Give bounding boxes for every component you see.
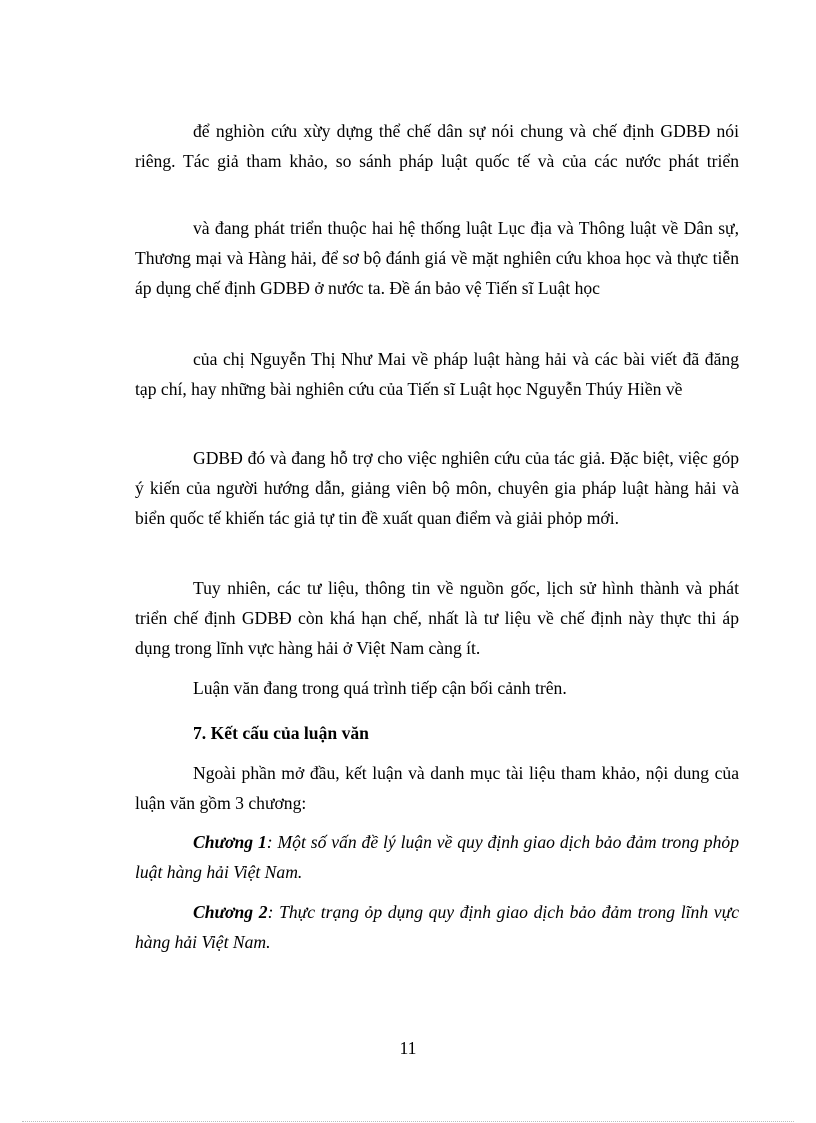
chapter-1-text: : Một số vấn đề lý luận về quy định giao dịch bảo đảm trong phỏp luật hàng hải Việt Nam. [135, 832, 739, 882]
chapter-1-item [135, 827, 739, 887]
paragraph-legal-systems: và đang phát triển thuộc hai hệ thống luật Lục địa và Thông luật về Dân sự, Thương mại và Hàng hải, để sơ bộ đánh giá về mặt nghiên cứu khoa học và thực tiễn áp dụng chế định GDBĐ ở nước ta. Đề án bảo vệ Tiến sĩ Luật học [135, 218, 739, 298]
chapter-2-label: Chương 2 [193, 902, 268, 922]
chapter-2-item [135, 897, 739, 957]
paragraph-research-intro: để nghiòn cứu xừy dựng thể chế dân sự nói chung và chế định GDBĐ nói riêng. Tác giả tham khảo, so sánh pháp luật quốc tế và của các nước phát triển [135, 121, 739, 171]
paragraph-related-works: của chị Nguyễn Thị Như Mai về pháp luật hàng hải và các bài viết đã đăng tạp chí, hay những bài nghiên cứu của Tiến sĩ Luật học Nguyễn Thúy Hiền về [135, 349, 739, 399]
paragraph-structure: Ngoài phần mở đầu, kết luận và danh mục tài liệu tham khảo, nội dung của luận văn gồm 3 chương: [135, 763, 739, 813]
paragraph-support: GDBĐ đó và đang hỗ trợ cho việc nghiên cứu của tác giả. Đặc biệt, việc góp ý kiến của người hướng dẫn, giảng viên bộ môn, chuyên gia pháp luật hàng hải và biển quốc tế khiến tác giả tự tin đề xuất quan điểm và giải phỏp mới. [135, 448, 739, 528]
paragraph-context: Luận văn đang trong quá trình tiếp cận bối cảnh trên. [193, 678, 567, 698]
section-heading: 7. Kết cấu của luận văn [193, 723, 369, 743]
page-bottom-divider [22, 1121, 794, 1122]
page-number: 11 [399, 1038, 417, 1058]
paragraph-limitations: Tuy nhiên, các tư liệu, thông tin về nguồn gốc, lịch sử hình thành và phát triển chế định GDBĐ còn khá hạn chế, nhất là tư liệu về chế định này thực thi áp dụng trong lĩnh vực hàng hải ở Việt Nam càng ít. [135, 578, 739, 658]
chapter-2-text: : Thực trạng ỏp dụng quy định giao dịch bảo đảm trong lĩnh vực hàng hải Việt Nam. [135, 902, 740, 952]
chapter-1-label: Chương 1 [193, 832, 267, 852]
